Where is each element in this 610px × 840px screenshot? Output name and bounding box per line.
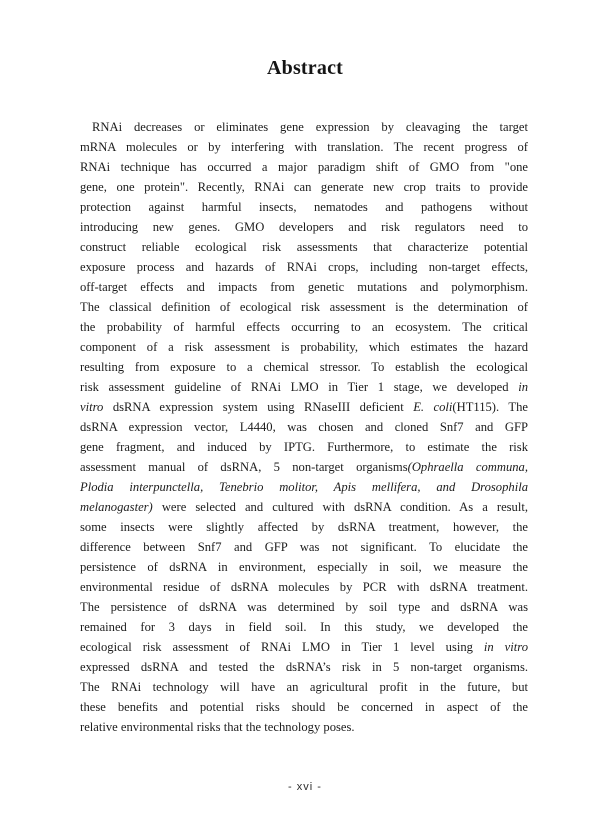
abstract-line xyxy=(80,557,528,577)
text-segment: these benefits and potential risks should be concerned in aspect of the xyxy=(80,700,528,714)
text-segment: RNAi technique has occurred a major paradigm shift of GMO from "one xyxy=(80,160,528,174)
text-segment: ecological risk assessment of RNAi LMO in Tier 1 level using xyxy=(80,640,484,654)
text-segment: (HT115). The xyxy=(452,400,528,414)
abstract-line xyxy=(80,497,528,517)
abstract-line xyxy=(80,517,528,537)
abstract-line xyxy=(80,357,528,377)
italic-text-segment: E. coli xyxy=(413,400,453,414)
text-segment: difference between Snf7 and GFP was not significant. To elucidate the xyxy=(80,540,528,554)
text-segment: exposure process and hazards of RNAi crops, including non-target effects, xyxy=(80,260,528,274)
text-segment: component of a risk assessment is probability, which estimates the hazard xyxy=(80,340,528,354)
italic-text-segment: melanogaster) xyxy=(80,500,153,514)
abstract-line xyxy=(80,117,528,137)
italic-text-segment: Plodia interpunctella, Tenebrio molitor, Apis mellifera, and Drosophila xyxy=(80,480,528,494)
text-segment: introducing new genes. GMO developers and risk regulators need to xyxy=(80,220,528,234)
abstract-line xyxy=(80,457,528,477)
italic-text-segment: (Ophraella communa, xyxy=(407,460,529,474)
text-segment: dsRNA expression vector, L4440, was chosen and cloned Snf7 and GFP xyxy=(80,420,528,434)
page-title: Abstract xyxy=(266,57,344,79)
abstract-line xyxy=(80,217,528,237)
text-segment: The RNAi technology will have an agricultural profit in the future, but xyxy=(80,680,528,694)
abstract-line xyxy=(80,297,528,317)
abstract-body xyxy=(80,117,528,737)
text-segment: were selected and cultured with dsRNA condition. As a result, xyxy=(152,500,528,514)
abstract-line xyxy=(80,157,528,177)
text-segment: persistence of dsRNA in environment, especially in soil, we measure the xyxy=(80,560,528,574)
abstract-line xyxy=(80,677,528,697)
abstract-line xyxy=(80,397,528,417)
text-segment: environmental residue of dsRNA molecules by PCR with dsRNA treatment. xyxy=(80,580,528,594)
abstract-line xyxy=(80,537,528,557)
text-segment: The persistence of dsRNA was determined by soil type and dsRNA was xyxy=(80,600,528,614)
abstract-line xyxy=(80,437,528,457)
abstract-line xyxy=(80,337,528,357)
text-segment: assessment manual of dsRNA, 5 non-target organisms xyxy=(80,460,408,474)
italic-text-segment: vitro xyxy=(80,400,104,414)
abstract-line xyxy=(80,637,528,657)
text-segment: RNAi decreases or eliminates gene expression by cleavaging the target xyxy=(92,120,528,134)
italic-text-segment: in xyxy=(518,380,528,394)
italic-text-segment: in vitro xyxy=(483,640,528,654)
abstract-line xyxy=(80,697,528,717)
page-number: - xvi - xyxy=(288,781,322,793)
abstract-line xyxy=(80,237,528,257)
text-segment: gene fragment, and induced by IPTG. Furthermore, to estimate the risk xyxy=(80,440,528,454)
abstract-line xyxy=(80,477,528,497)
text-segment: resulting from exposure to a chemical stressor. To establish the ecological xyxy=(80,360,528,374)
text-segment: gene, one protein". Recently, RNAi can generate new crop traits to provide xyxy=(80,180,528,194)
abstract-line xyxy=(80,417,528,437)
text-segment: protection against harmful insects, nematodes and pathogens without xyxy=(80,200,528,214)
abstract-line xyxy=(80,717,528,737)
text-segment: The classical definition of ecological risk assessment is the determination of xyxy=(80,300,528,314)
text-segment: the probability of harmful effects occurring to an ecosystem. The critical xyxy=(80,320,528,334)
text-segment: relative environmental risks that the technology poses. xyxy=(80,720,355,734)
text-segment: construct reliable ecological risk assessments that characterize potential xyxy=(80,240,528,254)
text-segment: off-target effects and impacts from genetic mutations and polymorphism. xyxy=(80,280,528,294)
abstract-line xyxy=(80,657,528,677)
abstract-line xyxy=(80,597,528,617)
text-segment: dsRNA expression system using RNaseIII deficient xyxy=(103,400,414,414)
abstract-line xyxy=(80,257,528,277)
abstract-line xyxy=(80,277,528,297)
text-segment: risk assessment guideline of RNAi LMO in Tier 1 stage, we developed xyxy=(80,380,519,394)
text-segment: remained for 3 days in field soil. In this study, we developed the xyxy=(80,620,528,634)
abstract-line xyxy=(80,177,528,197)
abstract-line xyxy=(80,317,528,337)
abstract-line xyxy=(80,377,528,397)
text-segment: expressed dsRNA and tested the dsRNA’s risk in 5 non-target organisms. xyxy=(80,660,528,674)
abstract-line xyxy=(80,197,528,217)
text-segment: mRNA molecules or by interfering with translation. The recent progress of xyxy=(80,140,528,154)
abstract-line xyxy=(80,577,528,597)
abstract-line xyxy=(80,137,528,157)
abstract-line xyxy=(80,617,528,637)
text-segment: some insects were slightly affected by dsRNA treatment, however, the xyxy=(80,520,528,534)
